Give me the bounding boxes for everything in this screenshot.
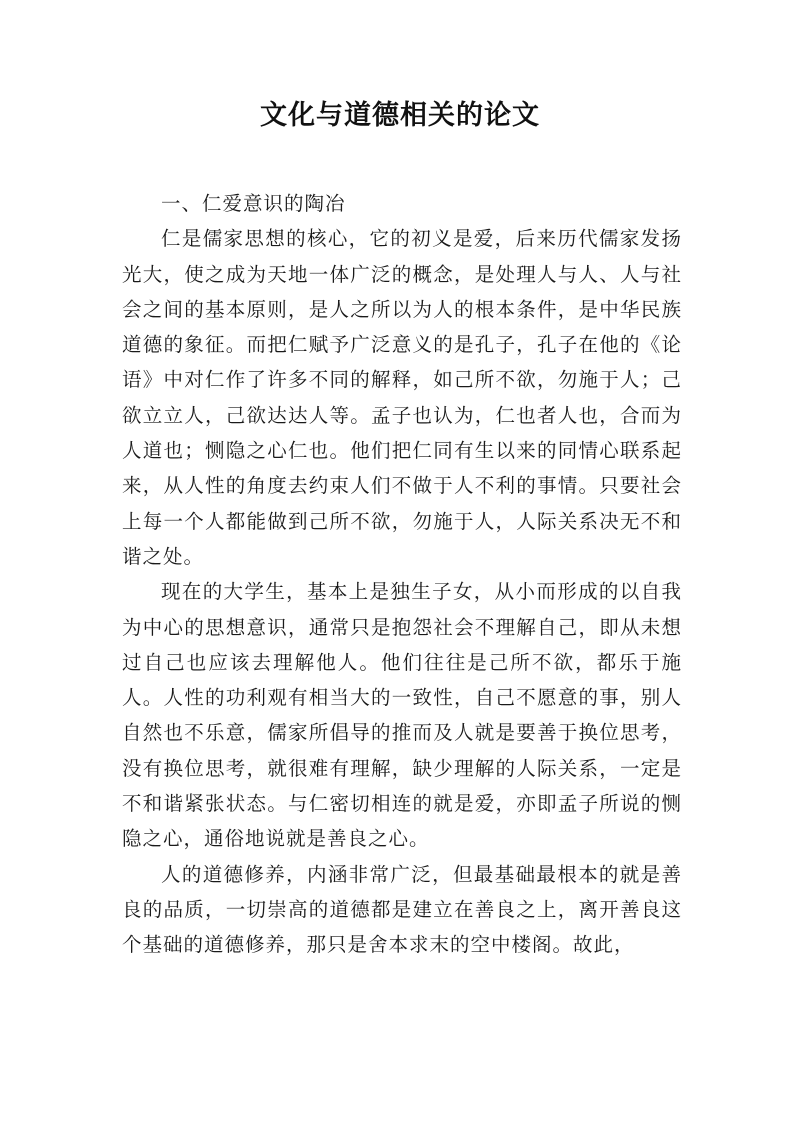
section-heading: 一、仁爱意识的陶冶	[161, 192, 346, 215]
document-body	[122, 186, 682, 963]
document-title: 文化与道德相关的论文	[260, 100, 540, 131]
paragraph-1: 仁是儒家思想的核心，它的初义是爱，后来历代儒家发扬光大，使之成为天地一体广泛的概念，是处理人与人、人与社会之间的基本原则，是人之所以为人的根本条件，是中华民族道德的象征。而把仁赋予广泛意义的是孔子，孔子在他的《论语》中对仁作了许多不同的解释，如己所不欲，勿施于人；己欲立立人，己欲达达人等。孟子也认为，仁也者人也，合而为人道也；恻隐之心仁也。他们把仁同有生以来的同情心联系起来，从人性的角度去约束人们不做于人不利的事情。只要社会上每一个人都能做到己所不欲，勿施于人，人际关系决无不和谐之处。	[122, 227, 682, 568]
paragraph-3: 人的道德修养，内涵非常广泛，但最基础最根本的就是善良的品质，一切崇高的道德都是建立在善良之上，离开善良这个基础的道德修养，那只是舍本求末的空中楼阁。故此，	[122, 862, 682, 957]
paragraph-2: 现在的大学生，基本上是独生子女，从小而形成的以自我为中心的思想意识，通常只是抱怨社会不理解自己，即从未想过自己也应该去理解他人。他们往往是己所不欲，都乐于施人。人性的功利观有相当大的一致性，自己不愿意的事，别人自然也不乐意，儒家所倡导的推而及人就是要善于换位思考，没有换位思考，就很难有理解，缺少理解的人际关系，一定是不和谐紧张状态。与仁密切相连的就是爱，亦即孟子所说的恻隐之心，通俗地说就是善良之心。	[122, 580, 682, 851]
